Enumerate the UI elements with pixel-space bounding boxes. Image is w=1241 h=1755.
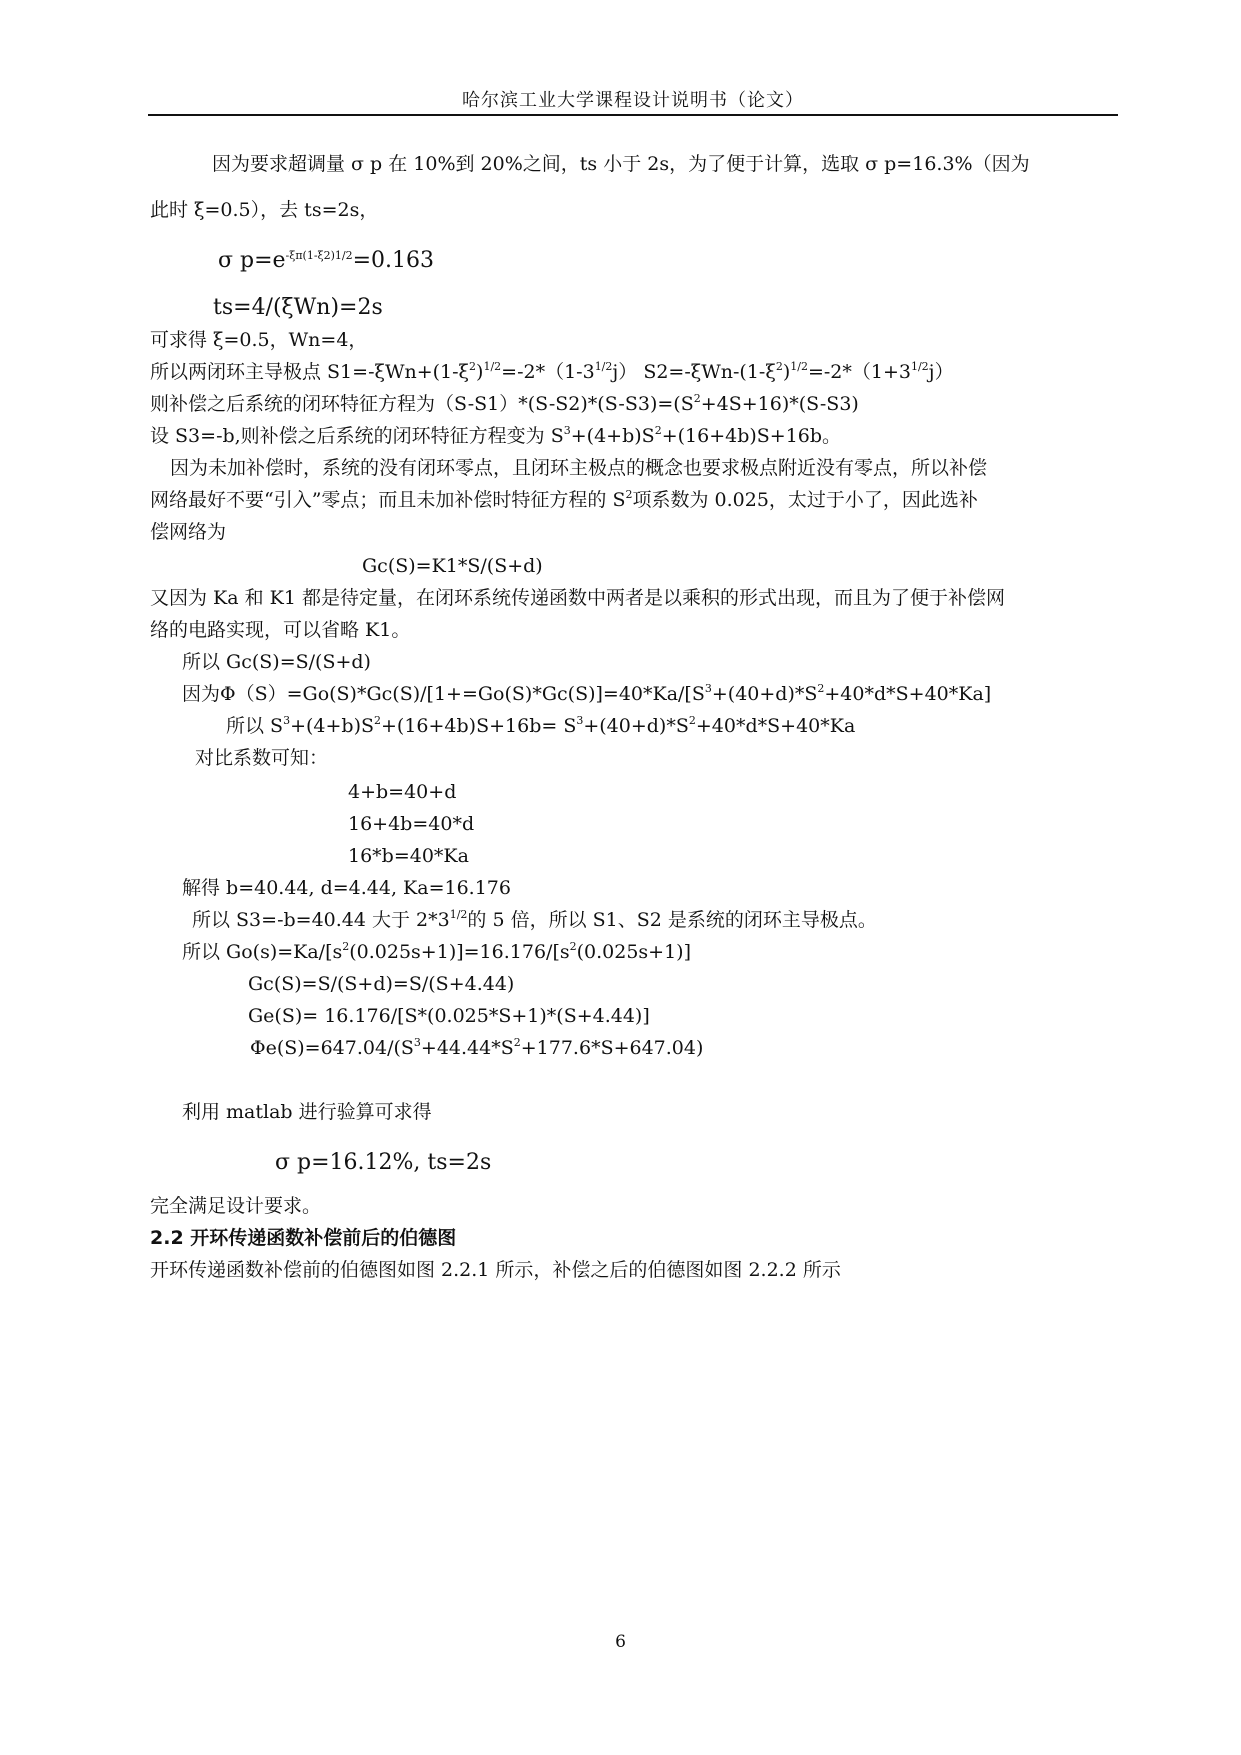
- superscript: 3: [704, 682, 712, 695]
- page-number: 6: [615, 1632, 626, 1652]
- superscript: 1/2: [594, 360, 613, 373]
- text-run: +(40+d)*S: [583, 715, 689, 737]
- equation-overshoot: [218, 248, 434, 274]
- text-run: +(40+d)*S: [711, 683, 818, 705]
- superscript: 1/2: [483, 360, 502, 373]
- paragraph-line: 可求得 ξ=0.5，Wn=4，: [150, 329, 368, 351]
- equation-line: Ge(S)= 16.176/[S*(0.025*S+1)*(S+4.44)]: [248, 1005, 650, 1027]
- section-heading: 2.2 开环传递函数补偿前后的伯德图: [150, 1227, 457, 1249]
- superscript: 2: [374, 714, 381, 727]
- paragraph-line: [150, 359, 954, 385]
- text-run: 项系数为 0.025，太过于小了，因此选补: [632, 489, 978, 511]
- superscript: 1/2: [790, 360, 808, 373]
- superscript: 3: [283, 714, 291, 727]
- header-rule: [148, 114, 1118, 116]
- paragraph-line: 利用 matlab 进行验算可求得: [182, 1101, 432, 1123]
- text-run: 的 5 倍，所以 S1、S2 是系统的闭环主导极点。: [467, 909, 877, 931]
- paragraph-line: 络的电路实现，可以省略 K1。: [150, 619, 411, 641]
- equation-settling-time: ts=4/(ξWn)=2s: [213, 295, 383, 320]
- paragraph-line: 所以 Gc(S)=S/(S+d): [182, 651, 371, 673]
- paragraph-line: [150, 391, 859, 417]
- paragraph-line: 对比系数可知：: [195, 747, 329, 769]
- text-run: +(16+4b)S+16b= S: [381, 715, 577, 737]
- paragraph-line: [226, 713, 855, 739]
- text-run: 因为Φ（S）=Go(S)*Gc(S)/[1+=Go(S)*Gc(S)]=40*Ka/[S: [182, 683, 705, 705]
- paragraph-line: 偿网络为: [150, 521, 227, 543]
- superscript: 3: [563, 424, 571, 437]
- text-run: 所以 S: [226, 715, 284, 737]
- eq-exponent: -ξπ(1-ξ2)1/2: [285, 249, 353, 262]
- superscript: 2: [775, 360, 783, 373]
- paragraph-line: 此时 ξ=0.5），去 ts=2s，: [150, 199, 379, 221]
- superscript: 2: [817, 682, 825, 695]
- superscript: 2: [469, 360, 477, 373]
- text-run: 设 S3=-b,则补偿之后系统的闭环特征方程变为 S: [150, 425, 564, 447]
- text-run: ): [782, 361, 791, 383]
- text-run: +(4+b)S: [570, 425, 655, 447]
- text-run: 所以 Go(s)=Ka/[s: [182, 941, 343, 963]
- text-run: =-2*（1+3: [807, 361, 911, 383]
- superscript: 1/2: [910, 360, 929, 373]
- text-run: ): [476, 361, 484, 383]
- eq-value: =0.163: [352, 248, 435, 273]
- text-run: +40*d*S+40*Ka]: [824, 683, 992, 705]
- text-run: 所以两闭环主导极点 S1=-ξWn+(1-ξ: [150, 361, 470, 383]
- text-run: Φe(S)=647.04/(S: [250, 1037, 414, 1059]
- paragraph-line: 开环传递函数补偿前的伯德图如图 2.2.1 所示，补偿之后的伯德图如图 2.2.2 所示: [150, 1259, 841, 1281]
- superscript: 2: [342, 940, 350, 953]
- text-run: (0.025s+1)]=16.176/[s: [349, 941, 570, 963]
- superscript: 2: [688, 714, 696, 727]
- text-run: +177.6*S+647.04): [520, 1037, 704, 1059]
- text-run: +40*d*S+40*Ka: [695, 715, 856, 737]
- paragraph-line: [192, 907, 877, 933]
- paragraph-line: [182, 681, 991, 707]
- paragraph-line: 因为未加补偿时，系统的没有闭环零点，且闭环主极点的概念也要求极点附近没有零点，所以补偿: [170, 457, 988, 479]
- text-run: =-2*（1-3: [501, 361, 595, 383]
- paragraph-line: 完全满足设计要求。: [150, 1195, 322, 1217]
- verification-result: σ p=16.12%, ts=2s: [275, 1150, 492, 1175]
- superscript: 2: [569, 940, 577, 953]
- paragraph-line: [182, 939, 691, 965]
- text-run: +4S+16)*(S-S3): [700, 393, 859, 415]
- superscript: 2: [654, 424, 662, 437]
- superscript: 2: [625, 488, 633, 501]
- superscript: 2: [513, 1036, 521, 1049]
- text-run: +(16+4b)S+16b。: [661, 425, 842, 447]
- text-run: 网络最好不要“引入”零点；而且未加补偿时特征方程的 S: [150, 489, 626, 511]
- text-run: +44.44*S: [420, 1037, 514, 1059]
- text-run: 所以 S3=-b=40.44 大于 2*3: [192, 909, 450, 931]
- equation-line: Gc(S)=S/(S+d)=S/(S+4.44): [248, 973, 515, 995]
- paragraph-line: 解得 b=40.44, d=4.44, Ka=16.176: [182, 877, 511, 899]
- paragraph-line: [150, 423, 841, 449]
- text-run: 则补偿之后系统的闭环特征方程为（S-S1）*(S-S2)*(S-S3)=(S: [150, 393, 694, 415]
- paragraph-line: 又因为 Ka 和 K1 都是待定量，在闭环系统传递函数中两者是以乘积的形式出现，而且为了便于补偿网: [150, 587, 1005, 609]
- equation-compensator: Gc(S)=K1*S/(S+d): [362, 555, 543, 577]
- coefficient-equation: 16+4b=40*d: [348, 813, 475, 835]
- superscript: 1/2: [449, 908, 468, 921]
- paragraph-line: 因为要求超调量 σ p 在 10%到 20%之间，ts 小于 2s，为了便于计算，选取 σ p=16.3%（因为: [212, 153, 1030, 175]
- eq-base: σ p=e: [218, 248, 286, 273]
- superscript: 2: [693, 392, 701, 405]
- superscript: 3: [576, 714, 584, 727]
- equation-line: [250, 1035, 703, 1061]
- paragraph-line: [150, 487, 978, 513]
- page-header: 哈尔滨工业大学课程设计说明书（论文）: [462, 90, 804, 111]
- text-run: j）: [928, 361, 954, 383]
- text-run: +(4+b)S: [290, 715, 374, 737]
- coefficient-equation: 16*b=40*Ka: [348, 845, 469, 867]
- superscript: 3: [413, 1036, 421, 1049]
- text-run: j） S2=-ξWn-(1-ξ: [612, 361, 776, 383]
- coefficient-equation: 4+b=40+d: [348, 781, 457, 803]
- text-run: (0.025s+1)]: [576, 941, 691, 963]
